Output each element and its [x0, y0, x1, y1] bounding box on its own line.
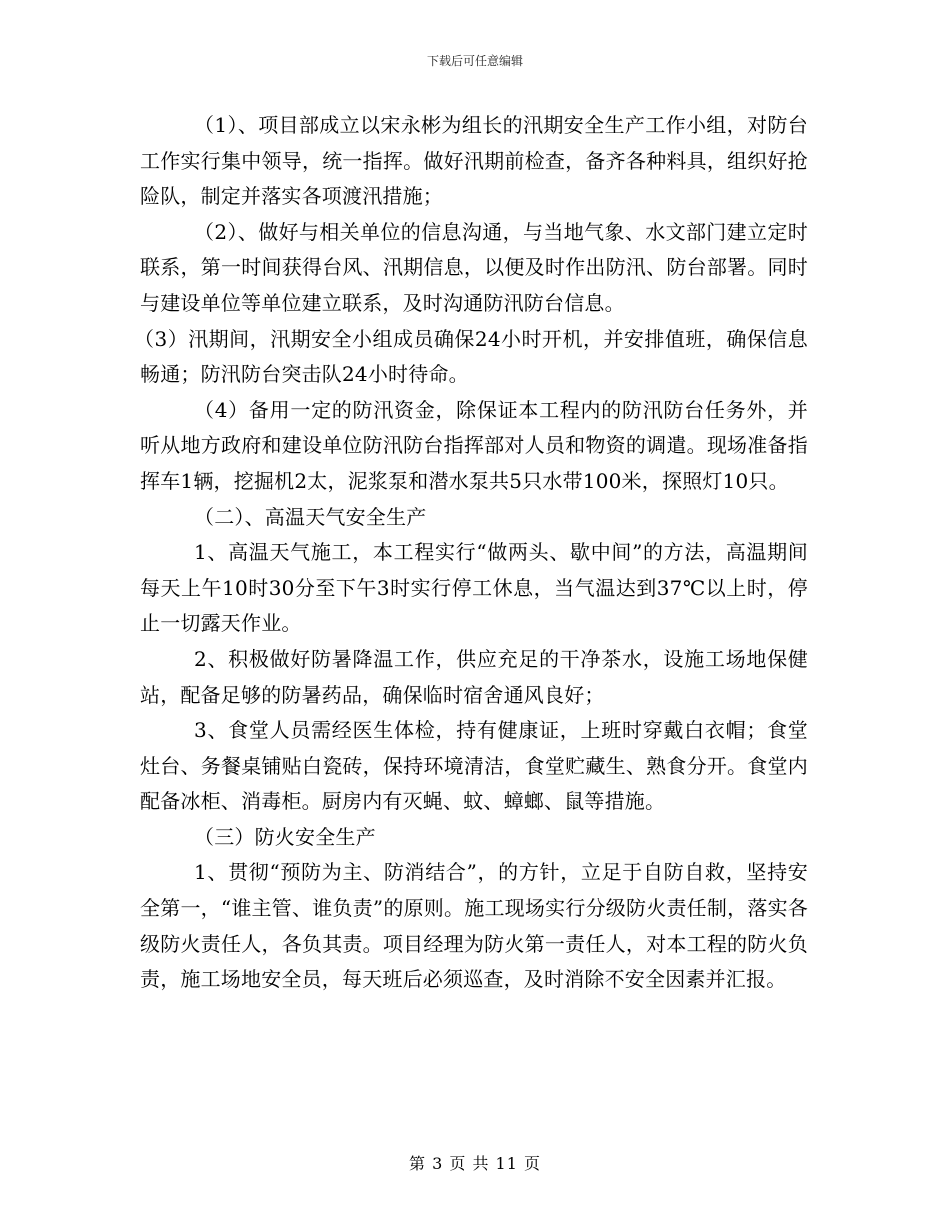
paragraph-canteen: 3、食堂人员需经医生体检，持有健康证，上班时穿戴白衣帽；食堂灶台、务餐桌铺贴白瓷砖，保持环境清洁，食堂贮藏生、熟食分开。食堂内配备冰柜、消毒柜。厨房内有灭蝇、蚊、蟑螂、鼠等措施。 [140, 718, 808, 814]
section-heading-fire-safety: （三）防火安全生产 [194, 824, 376, 849]
paragraph-heat-prevention: 2、积极做好防暑降温工作，供应充足的干净茶水，设施工场地保健站，配备足够的防暑药品，确保临时宿舍通风良好； [140, 646, 808, 707]
paragraph-heat-schedule: 1、高温天气施工，本工程实行“做两头、歇中间”的方法，高温期间每天上午10时30分至下午3时实行停工休息，当气温达到37℃以上时，停止一切露天作业。 [140, 540, 808, 636]
section-heading-high-temperature: （二）、高温天气安全生产 [194, 504, 427, 529]
paragraph-flood-duty: （3）汛期间，汛期安全小组成员确保24小时开机，并安排值班，确保信息畅通；防汛防台突击队24小时待命。 [134, 326, 808, 387]
document-body [134, 108, 808, 998]
paragraph-flood-team: （1）、项目部成立以宋永彬为组长的汛期安全生产工作小组，对防台工作实行集中领导，统一指挥。做好汛期前检查，备齐各种料具，组织好抢险队，制定并落实各项渡汛措施； [140, 113, 808, 209]
page-header: 下载后可任意编辑 [426, 54, 523, 68]
paragraph-communication: （2）、做好与相关单位的信息沟通，与当地气象、水文部门建立定时联系，第一时间获得台风、汛期信息，以便及时作出防汛、防台部署。同时与建设单位等单位建立联系，及时沟通防汛防台信息。 [140, 219, 808, 315]
page-number-footer: 第 3 页 共 11 页 [409, 1154, 541, 1173]
paragraph-flood-funds: （4）备用一定的防汛资金，除保证本工程内的防汛防台任务外，并听从地方政府和建设单位防汛防台指挥部对人员和物资的调遣。现场准备指挥车1辆，挖掘机2太，泥浆泵和潜水泵共5只水带100米，探照灯10只。 [140, 397, 808, 493]
paragraph-fire-policy: 1、贯彻“预防为主、防消结合”，的方针，立足于自防自救，坚持安全第一，“谁主管、谁负责”的原则。施工现场实行分级防火责任制，落实各级防火责任人，各负其责。项目经理为防火第一责任人，对本工程的防火负责，施工场地安全员，每天班后必须巡查，及时消除不安全因素并汇报。 [140, 860, 808, 992]
